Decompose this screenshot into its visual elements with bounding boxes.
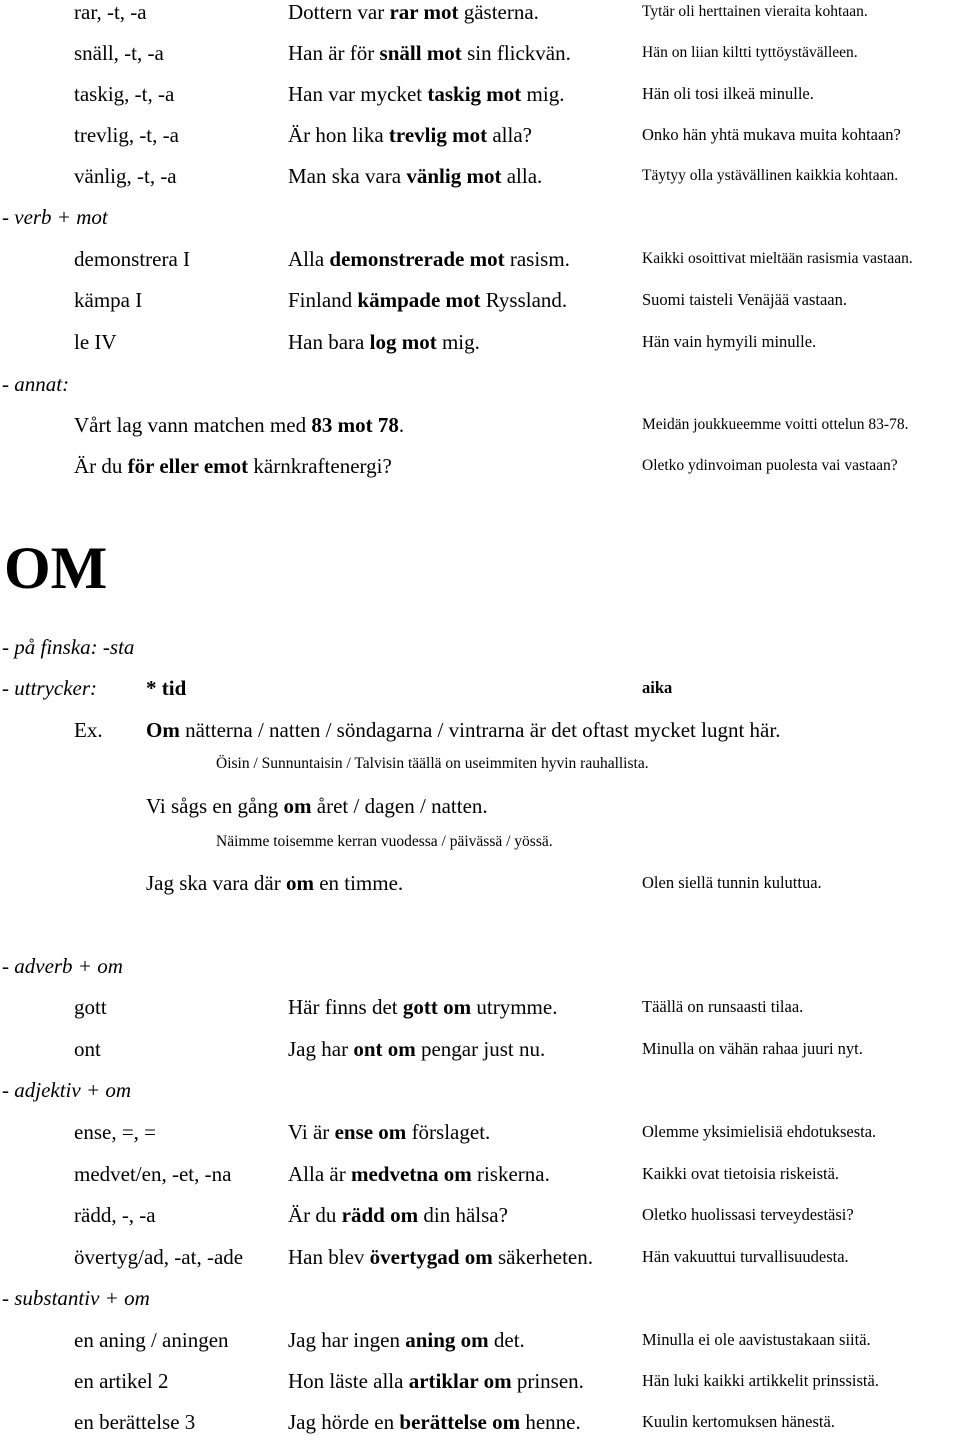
table-row [0,995,960,1035]
swedish-example: Han är för snäll mot sin flickvän. [288,41,571,65]
word-entry: taskig, -t, -a [74,82,175,106]
swedish-example: Om nätterna / natten / söndagarna / vintrarna är det oftast mycket lugnt här. [146,718,781,742]
swedish-example: Han bara log mot mig. [288,330,480,354]
table-row [0,871,960,911]
finnish-translation: Hän oli tosi ilkeä minulle. [642,84,814,103]
table-row [0,413,960,453]
swedish-example: Är du för eller emot kärnkraftenergi? [74,454,392,478]
swedish-example: Alla demonstrerade mot rasism. [288,247,570,271]
swedish-example: Jag har ingen aning om det. [288,1328,525,1352]
table-row [0,41,960,81]
section-heading-adverb-om: - adverb + om [2,954,123,978]
finnish-translation: Minulla ei ole aavistustakaan siitä. [642,1330,871,1349]
page-title: OM [4,535,108,601]
table-row [0,1410,960,1450]
finnish-translation: Olemme yksimielisiä ehdotuksesta. [642,1122,877,1141]
swedish-example: Man ska vara vänlig mot alla. [288,164,543,188]
finnish-translation: Meidän joukkueemme voitti ottelun 83-78. [642,416,909,433]
word-entry: ont [74,1037,101,1061]
table-row [0,718,960,758]
swedish-example: Han var mycket taskig mot mig. [288,82,565,106]
section-heading-annat: - annat: [2,372,70,396]
word-entry: trevlig, -t, -a [74,123,179,147]
finnish-translation: Näimme toisemme kerran vuodessa / päivässä / yössä. [216,833,553,850]
finnish-translation: Täällä on runsaasti tilaa. [642,997,804,1016]
word-entry: ense, =, = [74,1120,157,1144]
finnish-translation: Kaikki osoittivat mieltään rasismia vastaan. [642,250,913,267]
table-row [0,794,960,834]
section-heading-adjektiv-om: - adjektiv + om [2,1078,132,1102]
finnish-translation: aika [642,678,673,697]
word-entry: medvet/en, -et, -na [74,1162,232,1186]
finnish-translation: Oletko huolissasi terveydestäsi? [642,1205,854,1224]
finnish-translation: Hän luki kaikki artikkelit prinssistä. [642,1371,879,1390]
table-row [0,755,960,795]
swedish-example: Jag ska vara där om en timme. [146,871,404,895]
table-row [0,676,960,716]
finnish-translation: Kaikki ovat tietoisia riskeistä. [642,1164,840,1183]
word-entry: snäll, -t, -a [74,41,164,65]
word-entry: en aning / aningen [74,1328,229,1352]
finnish-translation: Öisin / Sunnuntaisin / Talvisin täällä on useimmiten hyvin rauhallista. [216,755,649,772]
swedish-example: Vi sågs en gång om året / dagen / natten. [146,794,488,818]
swedish-example: Finland kämpade mot Ryssland. [288,288,568,312]
section-heading-substantiv-om: - substantiv + om [2,1286,150,1310]
finnish-translation: Minulla on vähän rahaa juuri nyt. [642,1039,863,1058]
swedish-example: Alla är medvetna om riskerna. [288,1162,550,1186]
example-label: Ex. [74,718,103,742]
swedish-example: Dottern var rar mot gästerna. [288,0,539,24]
finnish-translation: Täytyy olla ystävällinen kaikkia kohtaan. [642,167,899,184]
swedish-example: Är du rädd om din hälsa? [288,1203,508,1227]
word-entry: kämpa I [74,288,143,312]
swedish-example: Här finns det gott om utrymme. [288,995,558,1019]
finnish-translation: Kuulin kertomuksen hänestä. [642,1412,835,1431]
section-heading-pa-finska: - på finska: -sta [2,635,135,659]
finnish-translation: Onko hän yhtä mukava muita kohtaan? [642,125,901,144]
table-row [0,1037,960,1077]
word-entry: gott [74,995,107,1019]
swedish-example: Vi är ense om förslaget. [288,1120,491,1144]
table-row [0,833,960,873]
finnish-translation: Hän vain hymyili minulle. [642,332,817,351]
word-entry: le IV [74,330,117,354]
word-entry: demonstrera I [74,247,191,271]
table-row [0,1162,960,1202]
table-row [0,1203,960,1243]
finnish-translation: Tytär oli herttainen vieraita kohtaan. [642,3,868,20]
word-entry: en artikel 2 [74,1369,169,1393]
table-row [0,454,960,494]
swedish-example: Han blev övertygad om säkerheten. [288,1245,594,1269]
table-row [0,288,960,328]
swedish-example: Vårt lag vann matchen med 83 mot 78. [74,413,405,437]
table-row [0,247,960,287]
table-row [0,123,960,163]
swedish-example: Jag har ont om pengar just nu. [288,1037,546,1061]
word-entry: en berättelse 3 [74,1410,196,1434]
swedish-example: Jag hörde en berättelse om henne. [288,1410,581,1434]
finnish-translation: Olen siellä tunnin kuluttua. [642,873,822,892]
table-row [0,1328,960,1368]
table-row [0,1245,960,1285]
word-entry: övertyg/ad, -at, -ade [74,1245,244,1269]
section-heading-uttrycker: - uttrycker: [2,676,98,700]
table-row [0,164,960,204]
word-entry: rar, -t, -a [74,0,147,24]
expression-term: * tid [146,676,187,700]
finnish-translation: Oletko ydinvoiman puolesta vai vastaan? [642,457,898,474]
word-entry: vänlig, -t, -a [74,164,177,188]
section-heading-verb-mot: - verb + mot [2,205,108,229]
table-row [0,1369,960,1409]
word-entry: rädd, -, -a [74,1203,156,1227]
swedish-example: Hon läste alla artiklar om prinsen. [288,1369,584,1393]
table-row [0,82,960,122]
table-row [0,0,960,40]
table-row [0,1120,960,1160]
finnish-translation: Hän on liian kiltti tyttöystävälleen. [642,44,858,61]
swedish-example: Är hon lika trevlig mot alla? [288,123,532,147]
finnish-translation: Hän vakuuttui turvallisuudesta. [642,1247,849,1266]
finnish-translation: Suomi taisteli Venäjää vastaan. [642,290,847,309]
table-row [0,330,960,370]
